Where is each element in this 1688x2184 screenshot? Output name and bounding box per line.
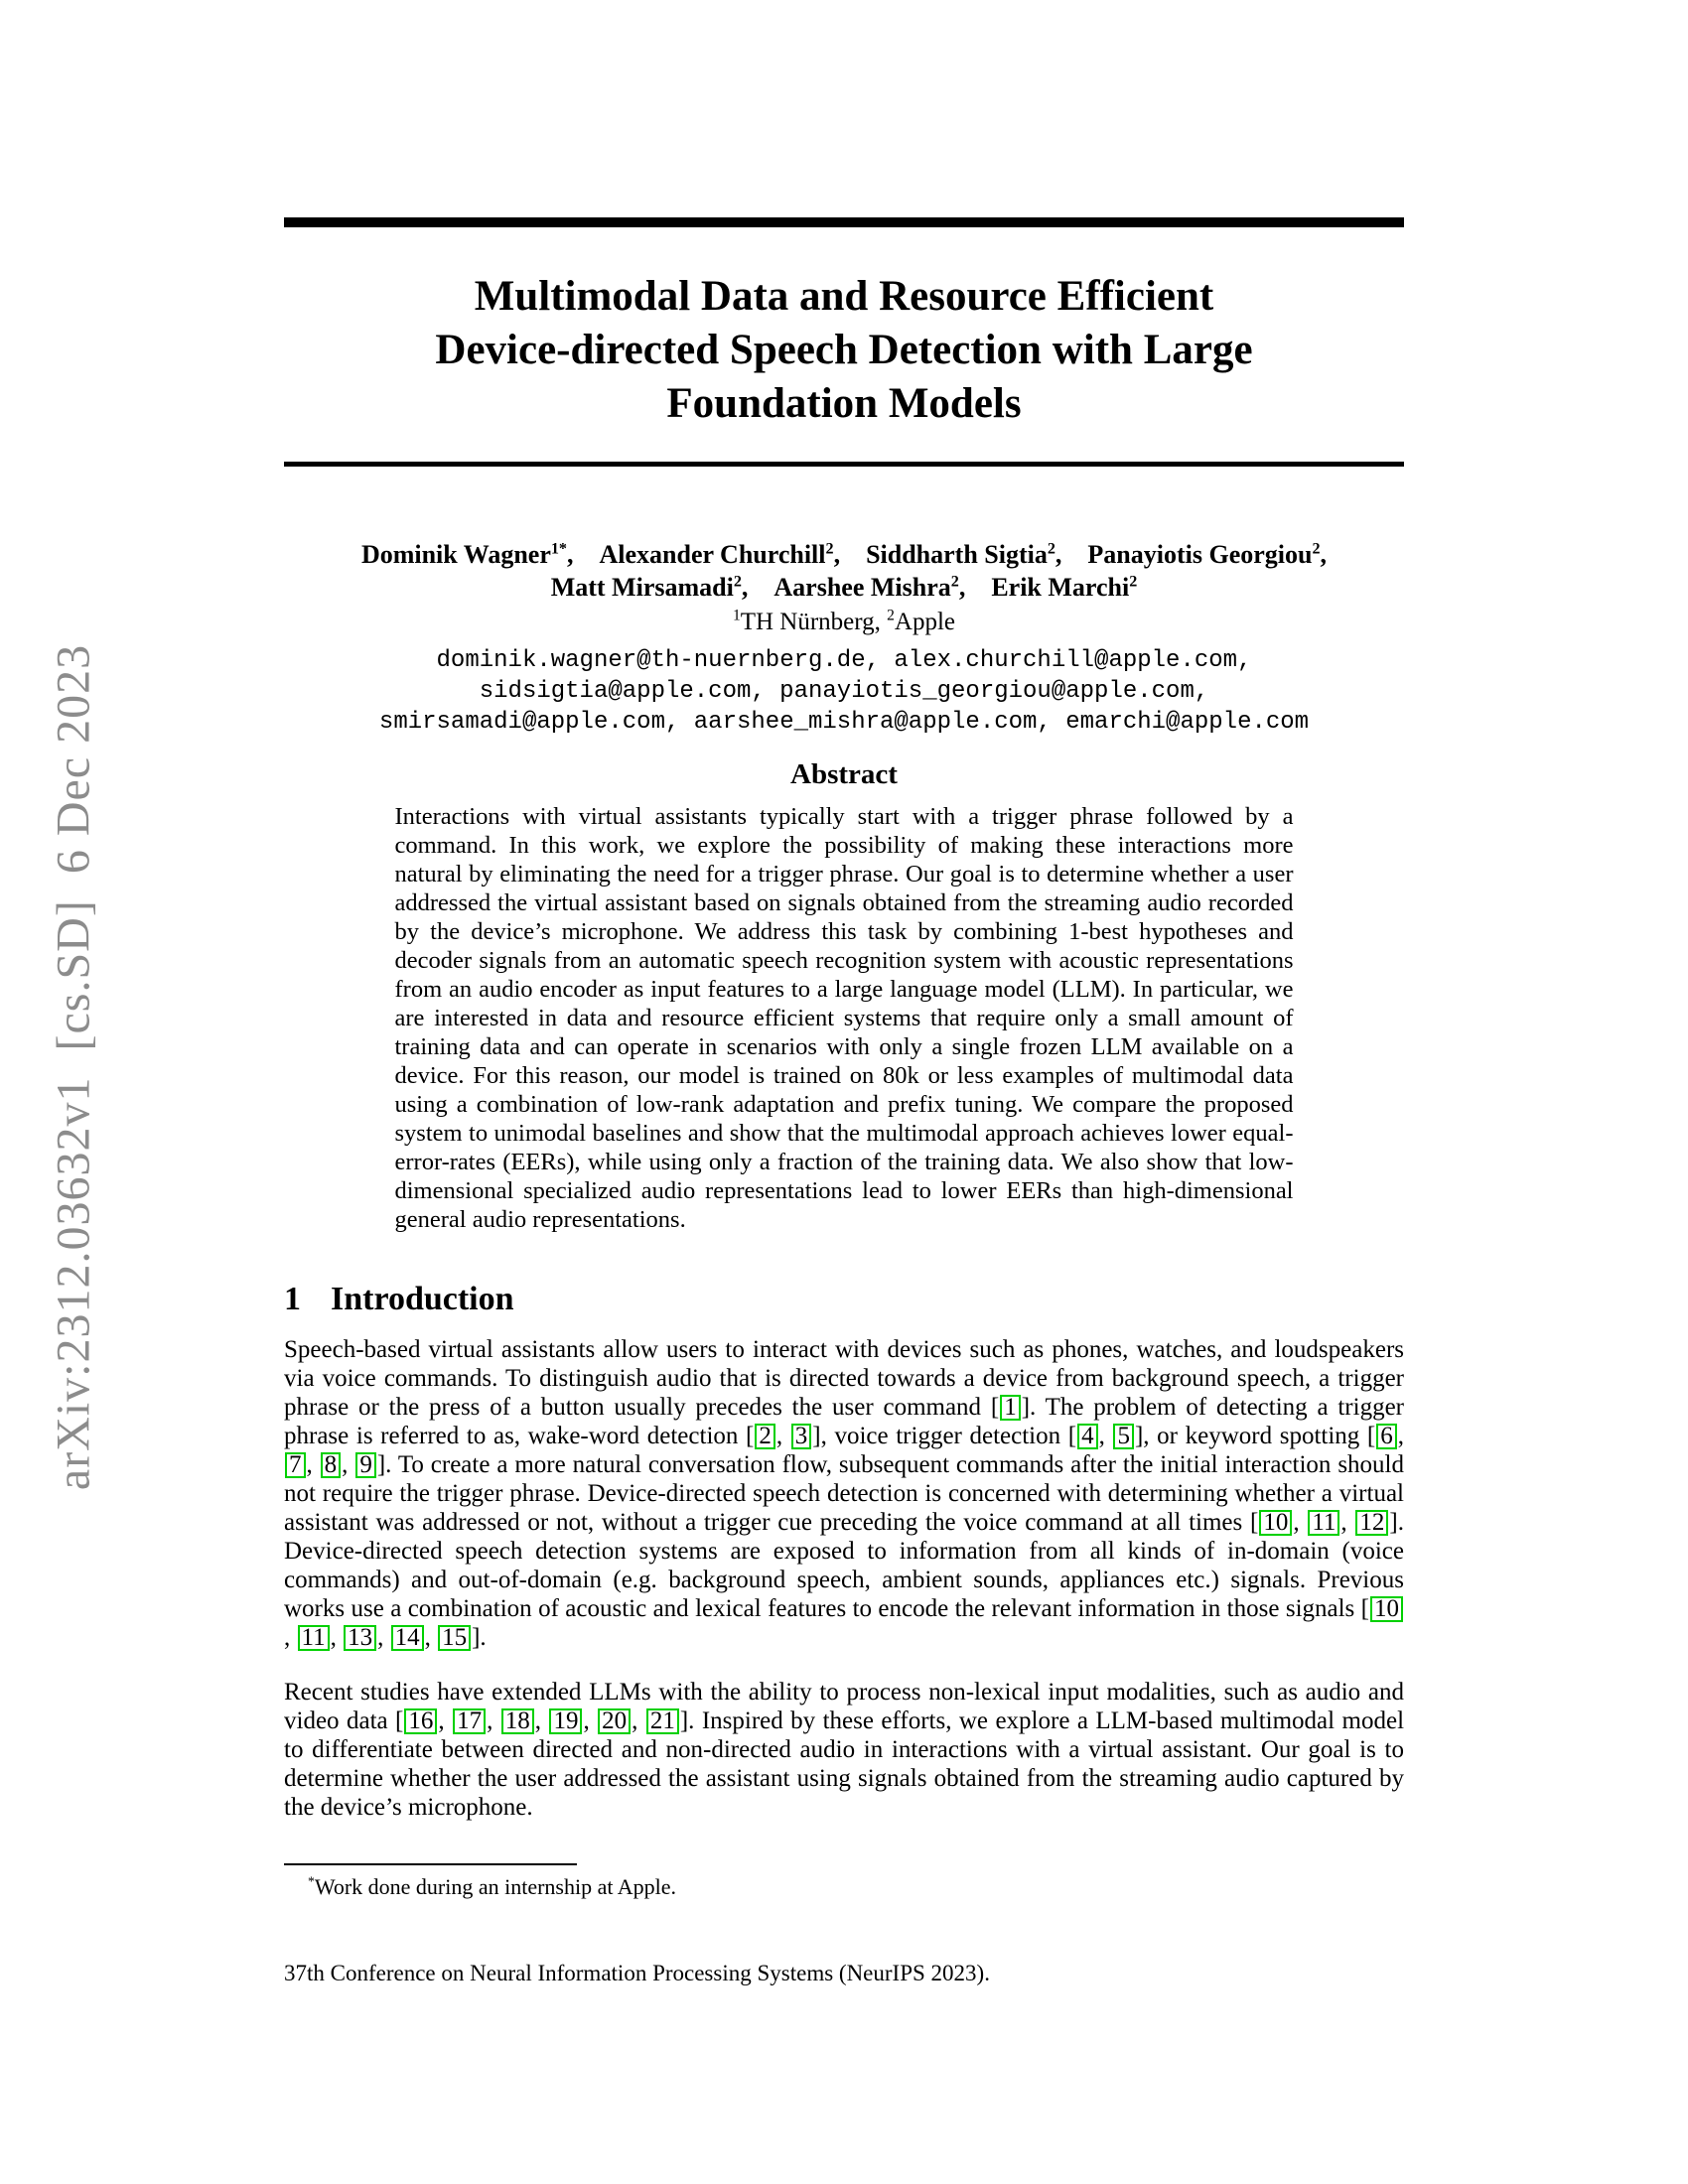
citation-ref-15[interactable]: 15 <box>438 1625 471 1651</box>
citation-ref-13[interactable]: 13 <box>344 1625 376 1651</box>
citation-ref-18[interactable]: 18 <box>501 1708 534 1734</box>
author-affiliation-superscript: 2 <box>1312 540 1321 558</box>
email-line-2: sidsigtia@apple.com, panayiotis_georgiou@apple.com, <box>479 678 1209 705</box>
paper-title <box>284 270 1404 431</box>
author-affiliation-superscript: 2 <box>1129 573 1138 591</box>
author-row-1 <box>284 538 1404 571</box>
citation-ref-17[interactable]: 17 <box>453 1708 486 1734</box>
author-dominik-wagner: Dominik Wagner$^{1*}$, <box>360 540 574 569</box>
author-block <box>284 538 1404 604</box>
citation-ref-8[interactable]: 8 <box>321 1452 342 1478</box>
abstract-heading: Abstract <box>790 758 898 790</box>
intro-paragraph-2: Recent studies have extended LLMs with the ability to process non-lexical input modalities, such as audio and video data [ 16 , 17 , 18 , 19 , 20 , 21 ]. Inspired by these efforts, we explore a LLM-based multimodal model to differentiate between directed and non-directed audio in interactions with a virtual assistant. Our goal is to determine whether the user addressed the assistant using signals obtained from the streaming audio captured by the device’s microphone. <box>284 1679 1405 1821</box>
abstract-text: Interactions with virtual assistants typically start with a trigger phrase followed by a command. In this work, we explore the possibility of making these interactions more natural by eliminating the need for a trigger phrase. Our goal is to determine whether a user addressed the virtual assistant based on signals obtained from the streaming audio recorded by the device’s microphone. We address this task by combining 1-best hypotheses and decoder signals from an automatic speech recognition system with acoustic representations from an audio encoder as input features to a large language model (LLM). In particular, we are interested in data and resource efficient systems that require only a small amount of training data and can operate in scenarios with only a single frozen LLM available on a device. For this reason, our model is trained on 80k or less examples of multimodal data using a combination of low-rank adaptation and prefix tuning. We compare the proposed system to unimodal baselines and show that the multimodal approach achieves lower equal-error-rates (EERs), while using only a fraction of the training data. We also show that low-dimensional specialized audio representations lead to lower EERs than high-dimensional general audio representations. <box>394 803 1294 1233</box>
author-affiliation-superscript: 2 <box>950 573 959 591</box>
section-heading-introduction <box>284 1280 1404 1319</box>
section-title: Introduction <box>331 1281 514 1317</box>
email-line-3: smirsamadi@apple.com, aarshee_mishra@apple.com, emarchi@apple.com <box>378 709 1310 736</box>
paper-title-line-1: Multimodal Data and Resource Efficient <box>474 273 1214 320</box>
citation-ref-11[interactable]: 11 <box>1308 1510 1339 1536</box>
citation-ref-10[interactable]: 10 <box>1259 1510 1292 1536</box>
author-row-2 <box>284 571 1404 604</box>
intro-paragraph-1: Speech-based virtual assistants allow users to interact with devices such as phones, watches, and loudspeakers via voice commands. To distinguish audio that is directed towards a device from background speech, a trigger phrase or the press of a button usually precedes the user command [ 1 ]. The problem of detecting a trigger phrase is referred to as, wake-word detection [ 2 , 3 ], voice trigger detection [ 4 , 5 ], or keyword spotting [ 6 , 7 , 8 , 9 ]. To create a more natural conversation flow, subsequent commands after the initial interaction should not require the trigger phrase. Device-directed speech detection is concerned with determining whether a virtual assistant was addressed or not, without a trigger cue preceding the voice command at all times [ 10 , 11 , 12 ]. Device-directed speech detection systems are exposed to information from all kinds of in-domain (voice commands) and out-of-domain (e.g. background speech, ambient sounds, appliances etc.) signals. Previous works use a combination of acoustic and lexical features to encode the relevant information in those signals [ 10, 11 , 13 , 14 , 15 ]. <box>284 1336 1405 1651</box>
superscript: * <box>308 1873 315 1889</box>
conference-footer: 37th Conference on Neural Information Processing Systems (NeurIPS 2023). <box>284 1961 990 1985</box>
author-matt-mirsamadi: Matt Mirsamadi$^2$, <box>550 573 749 602</box>
paper-title-line-2: Device-directed Speech Detection with Large <box>435 327 1253 373</box>
author-alexander-churchill: Alexander Churchill$^2$, <box>599 540 841 569</box>
author-affiliation-superscript: 2 <box>1047 540 1055 558</box>
paper-title-line-3: Foundation Models <box>666 380 1022 427</box>
superscript: 2 <box>887 607 895 624</box>
citation-ref-16[interactable]: 16 <box>404 1708 437 1734</box>
citation-ref-10[interactable]: 10 <box>1370 1596 1403 1622</box>
email-line-1: dominik.wagner@th-nuernberg.de, alex.churchill@apple.com, <box>436 647 1252 674</box>
citation-ref-21[interactable]: 21 <box>646 1708 679 1734</box>
author-affiliation-superscript: 1* <box>550 540 567 558</box>
citation-ref-12[interactable]: 12 <box>1355 1510 1388 1536</box>
superscript: 1 <box>732 607 741 624</box>
citation-ref-20[interactable]: 20 <box>598 1708 631 1734</box>
email-block <box>284 645 1404 738</box>
title-rule-top <box>284 217 1404 227</box>
citation-ref-9[interactable]: 9 <box>355 1452 376 1478</box>
author-affiliation-superscript: 2 <box>733 573 742 591</box>
citation-ref-14[interactable]: 14 <box>391 1625 424 1651</box>
affiliation-line: $^1$TH Nürnberg, $^2$Apple <box>732 607 956 635</box>
footnote-text: *Work done during an internship at Apple. <box>308 1873 677 1899</box>
title-rule-bottom <box>284 462 1404 467</box>
author-aarshee-mishra: Aarshee Mishra$^2$, <box>774 573 966 602</box>
author-affiliation-superscript: 2 <box>825 540 834 558</box>
citation-ref-5[interactable]: 5 <box>1113 1424 1134 1449</box>
arxiv-watermark: arXiv:2312.03632v1 [cs.SD] 6 Dec 2023 <box>47 643 100 1491</box>
paper-page <box>284 0 1404 2010</box>
citation-ref-19[interactable]: 19 <box>549 1708 582 1734</box>
citation-ref-6[interactable]: 6 <box>1376 1424 1397 1449</box>
citation-ref-1[interactable]: 1 <box>1000 1395 1021 1421</box>
section-number: 1 <box>284 1281 301 1317</box>
citation-ref-2[interactable]: 2 <box>755 1424 775 1449</box>
citation-ref-3[interactable]: 3 <box>791 1424 812 1449</box>
author-erik-marchi: Erik Marchi$^2$ <box>991 573 1138 602</box>
citation-ref-7[interactable]: 7 <box>285 1452 306 1478</box>
author-panayiotis-georgiou: Panayiotis Georgiou$^2$, <box>1087 540 1328 569</box>
citation-ref-4[interactable]: 4 <box>1077 1424 1098 1449</box>
author-siddharth-sigtia: Siddharth Sigtia$^2$, <box>866 540 1062 569</box>
citation-ref-11[interactable]: 11 <box>298 1625 330 1651</box>
footnote-rule <box>284 1863 577 1865</box>
